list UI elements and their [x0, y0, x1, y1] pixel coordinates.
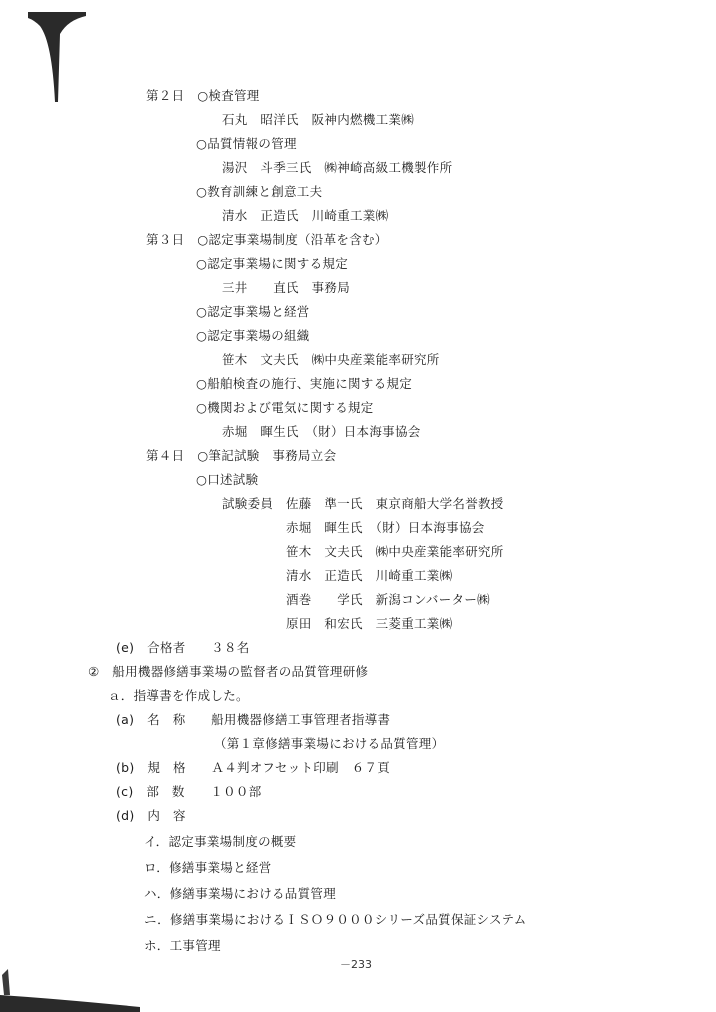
topic-line: ○機関および電気に関する規定	[196, 400, 374, 415]
lecturer-line: 清水 正造氏 川崎重工業㈱	[222, 208, 389, 223]
examiner-line: 酒巻 学氏 新潟コンバーター㈱	[286, 592, 490, 607]
topic-line: ○教育訓練と創意工夫	[196, 184, 323, 199]
lecturer-line: 赤堀 暉生氏 （財）日本海事協会	[222, 424, 421, 439]
spec-contents: (d) 内 容	[116, 808, 186, 823]
examiner-line: 笹木 文夫氏 ㈱中央産業能率研究所	[286, 544, 504, 559]
spec-name: (a) 名 称 船用機器修繕工事管理者指導書	[116, 712, 391, 727]
page-number: －233	[340, 958, 372, 971]
lecturer-line: 笹木 文夫氏 ㈱中央産業能率研究所	[222, 352, 440, 367]
subsection-heading: ａ．指導書を作成した。	[108, 688, 249, 703]
topic-line: ○認定事業場と経営	[196, 304, 310, 319]
examiner-line: 原田 和宏氏 三菱重工業㈱	[286, 616, 453, 631]
examiner-line: 試験委員 佐藤 準一氏 東京商船大学名誉教授	[222, 496, 504, 511]
lecturer-line: 三井 直氏 事務局	[222, 280, 351, 295]
lecturer-line: 石丸 昭洋氏 阪神内燃機工業㈱	[222, 112, 415, 127]
topic-line: ○認定事業場に関する規定	[196, 256, 349, 271]
lecturer-line: 湯沢 斗季三氏 ㈱神崎高級工機製作所	[222, 160, 453, 175]
contents-item: ニ．修繕事業場におけるＩＳＯ９０００シリーズ品質保証システム	[144, 912, 527, 927]
examiner-line: 清水 正造氏 川崎重工業㈱	[286, 568, 453, 583]
contents-item: ホ．工事管理	[144, 938, 221, 953]
contents-item: イ．認定事業場制度の概要	[144, 834, 297, 849]
section-heading: ② 船用機器修繕事業場の監督者の品質管理研修	[88, 664, 369, 679]
day3-certified-plant-system: 第３日 ○認定事業場制度（沿革を含む）	[146, 232, 388, 247]
topic-line: ○口述試験	[196, 472, 259, 487]
scan-binding-mark-bottom	[0, 965, 140, 1012]
topic-line: ○船舶検査の施行、実施に関する規定	[196, 376, 413, 391]
day4-written-exam: 第４日 ○筆記試験 事務局立会	[146, 448, 337, 463]
examiner-line: 赤堀 暉生氏 （財）日本海事協会	[286, 520, 485, 535]
day2-inspection-management: 第２日 ○検査管理	[146, 88, 260, 103]
spec-format: (b) 規 格 Ａ４判オフセット印刷 ６７頁	[116, 760, 391, 775]
scan-binding-mark-top	[28, 12, 86, 102]
topic-line: ○品質情報の管理	[196, 136, 297, 151]
contents-item: ロ．修繕事業場と経営	[144, 860, 272, 875]
spec-copies: (c) 部 数 １００部	[116, 784, 262, 799]
contents-item: ハ．修繕事業場における品質管理	[144, 886, 337, 901]
topic-line: ○認定事業場の組織	[196, 328, 310, 343]
spec-name-subtitle: （第１章修繕事業場における品質管理）	[214, 736, 445, 751]
passers-count: (e) 合格者 ３８名	[116, 640, 250, 655]
